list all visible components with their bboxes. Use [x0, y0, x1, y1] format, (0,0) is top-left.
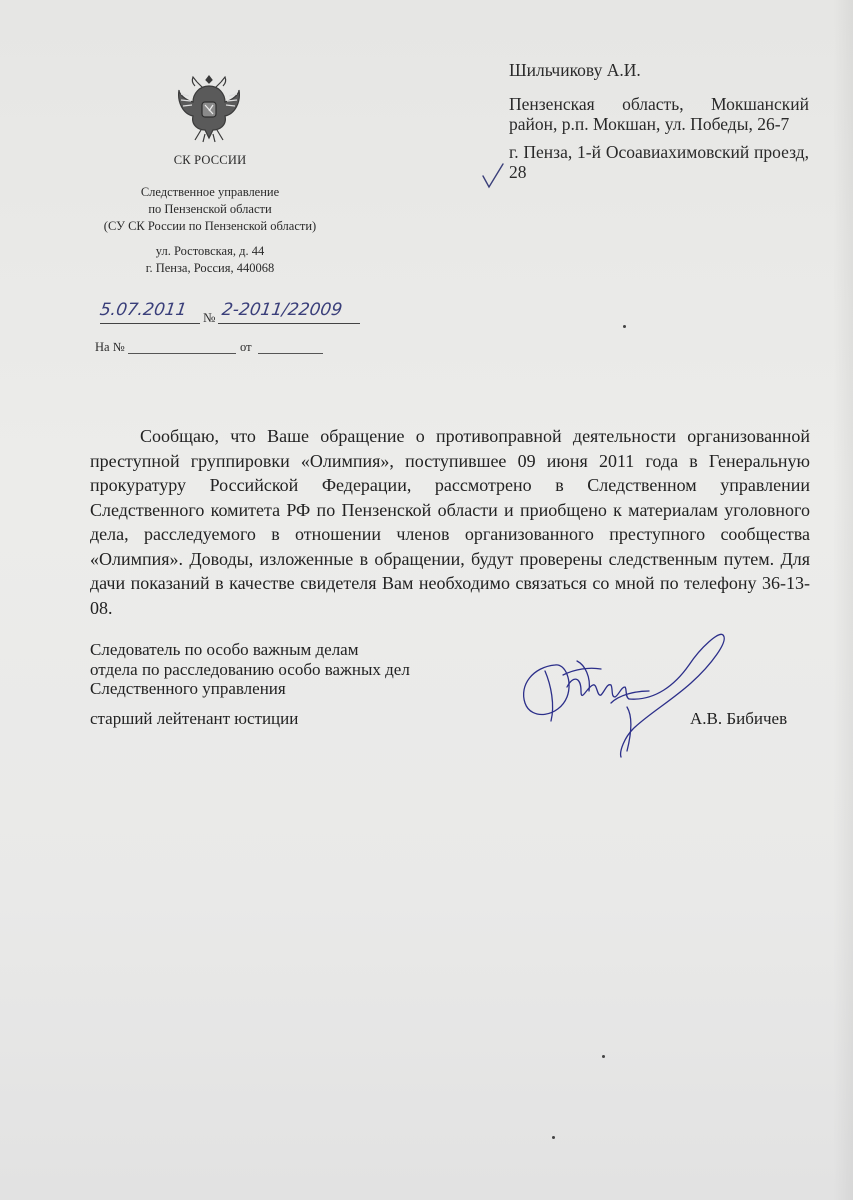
addressee-block [509, 60, 809, 190]
reply-reference [95, 340, 335, 356]
letterhead-address-line: ул. Ростовская, д. 44 [155, 244, 265, 258]
date-underline [100, 323, 200, 324]
addressee-name: Шильчикову А.И. [509, 60, 641, 80]
letterhead-dept-line: (СУ СК России по Пензенской области) [103, 219, 317, 233]
signatory-title-line: Следователь по особо важным делам [90, 640, 359, 659]
paper-speck [602, 1055, 605, 1058]
outgoing-number-label: № [203, 310, 216, 325]
letterhead-org: СК РОССИИ [173, 153, 247, 167]
reply-number-label: На № [95, 340, 125, 354]
coat-of-arms-icon [175, 72, 243, 146]
outgoing-registration [100, 300, 370, 330]
signatory-rank: старший лейтенант юстиции [90, 709, 299, 728]
reply-number-blank [128, 353, 236, 354]
letter-body: Сообщаю, что Ваше обращение о противоправной деятельности организованной преступной группировки «Олимпия», поступившее 09 июня 2011 года в Генеральную прокуратуру Российской Федерации, рассмотрено в Следственном управлении Следственного комитета РФ по Пензенской области и приобщено к материалам уголовного дела, расследуемого в отношении членов организованного преступного сообщества «Олимпия». Доводы, изложенные в обращении, будут проверены следственным путем. Для дачи показаний в качестве свидетеля Вам необходимо связаться со мной по телефону 36-13-08. [90, 426, 810, 618]
signatory-title-line: Следственного управления [90, 679, 286, 698]
paper-shadow [833, 0, 853, 1200]
outgoing-date: 5.07.2011 [98, 300, 188, 320]
outgoing-number: 2-2011/22009 [220, 300, 344, 320]
paper-speck [552, 1136, 555, 1139]
addressee-address-1: Пензенская область, Мокшанский район, р.п. Мокшан, ул. Победы, 26-7 [509, 94, 809, 134]
reply-date-label: от [240, 340, 252, 354]
letterhead-dept-line: по Пензенской области [148, 202, 272, 216]
signatory-title [90, 640, 410, 699]
letterhead-address [60, 243, 360, 277]
letterhead-dept-line: Следственное управление [140, 185, 280, 199]
reply-date-blank [258, 353, 323, 354]
letterhead-department [60, 184, 360, 235]
signatory-title-line: отдела по расследованию особо важных дел [90, 659, 410, 679]
addressee-address-2: г. Пенза, 1-й Осоавиахимовский проезд, 28 [509, 142, 809, 182]
signatory-name: А.В. Бибичев [690, 709, 788, 728]
number-underline [218, 323, 360, 324]
handwritten-signature [515, 625, 730, 760]
letterhead-address-line: г. Пенза, Россия, 440068 [145, 261, 275, 275]
paper-speck [623, 325, 626, 328]
checkmark-icon [480, 162, 506, 190]
